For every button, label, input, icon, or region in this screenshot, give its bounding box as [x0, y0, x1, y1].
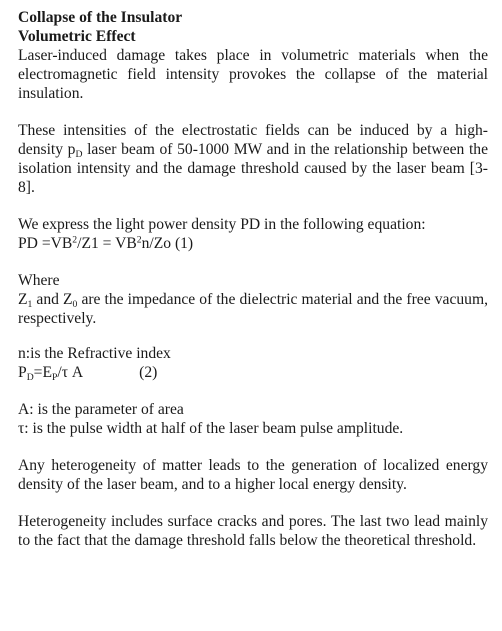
- heading-volumetric: Volumetric Effect: [18, 28, 136, 45]
- p2-text-1: These intensities of the electrostatic fields can be induced by a high-density p: [18, 122, 488, 158]
- eq2-sub-p: P: [52, 371, 58, 383]
- where-label: Where: [18, 272, 60, 289]
- area-definition: A: is the parameter of area: [18, 401, 184, 418]
- heading-collapse: Collapse of the Insulator: [18, 9, 183, 26]
- eq1-part-a: PD =VB: [18, 235, 73, 252]
- z0-sub: 0: [72, 298, 78, 310]
- paragraph-heterogeneity: Any heterogeneity of matter leads to the generation of localized energy density of the laser beam, and to a higher local energy density.: [18, 457, 488, 493]
- z1-sub: 1: [27, 298, 33, 310]
- document-page: [18, 8, 488, 550]
- eq2-sub-d: D: [26, 371, 34, 383]
- equation-2: [18, 363, 488, 382]
- p2-sub-d: D: [75, 148, 83, 160]
- impedance-text: are the impedance of the dielectric material and the free vacuum, respectively.: [18, 291, 488, 327]
- paragraph-intro: Laser-induced damage takes place in volumetric materials when the electromagnetic field intensity provokes the collapse of the material insulation.: [18, 47, 488, 102]
- impedance-definition: [18, 290, 488, 328]
- equation-1: [18, 234, 488, 253]
- eq2-e: =E: [33, 364, 52, 381]
- paragraph-intensities: [18, 121, 488, 197]
- eq1-part-c: n/Zo (1): [141, 235, 194, 252]
- z0-label: and Z: [32, 291, 73, 308]
- eq2-p: P: [18, 364, 27, 381]
- z1-label: Z: [18, 291, 28, 308]
- eq2-number: (2): [139, 364, 158, 381]
- refractive-index-definition: n:is the Refractive index: [18, 345, 171, 362]
- paragraph-cracks-pores: Heterogeneity includes surface cracks and pores. The last two lead mainly to the fact that the damage threshold falls below the theoretical threshold.: [18, 513, 488, 549]
- eq2-rest: /τ A: [57, 364, 84, 381]
- eq1-sup-a: 2: [72, 234, 78, 246]
- eq1-part-b: /Z1 = VB: [77, 235, 137, 252]
- p2-text-2: laser beam of 50-1000 MW and in the relationship between the isolation intensity and the damage threshold caused by the laser beam [3-8].: [18, 141, 489, 196]
- eq1-sup-b: 2: [136, 234, 142, 246]
- paragraph-equation-intro: We express the light power density PD in the following equation:: [18, 216, 426, 233]
- pulse-width-definition: τ: is the pulse width at half of the laser beam pulse amplitude.: [18, 420, 404, 437]
